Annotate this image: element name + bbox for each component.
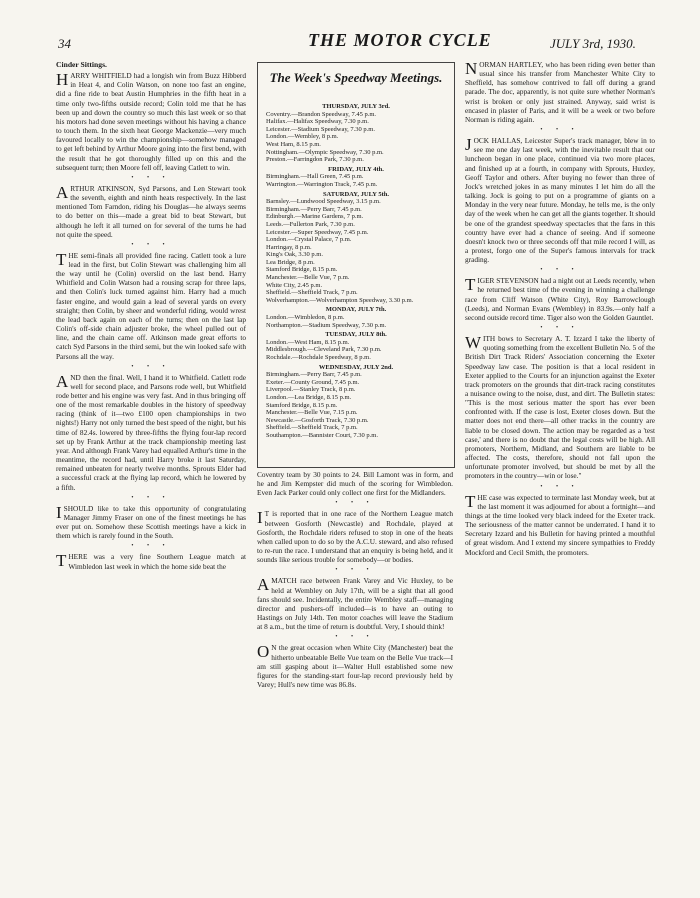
schedule-entry: Lea Bridge, 8 p.m. [266, 258, 315, 266]
schedule-entry: Preston.—Farringdon Park, 7.30 p.m. [266, 156, 364, 164]
section-divider: • • • [335, 634, 375, 641]
schedule-entry: Leeds.—Fullerton Park, 7.30 p.m. [266, 220, 355, 228]
drop-capital: I [257, 508, 263, 528]
article-paragraph: HARRY WHITFIELD had a longish win from Buzz Hibberd in Heat 4, and Colin Watson, on none too fast an engine, did a fine ride to beat Austin Humphries in the fifth heat in a time only two-fifths outside record; Colin told me that he has been up and down the country so much this last week or so that his motors had done seven meetings without his having a chance to touch them. In the sixth heat George Mackenzie—very much favoured locally to win the championship—somehow managed to get left behind by Arthur Moore going into the first bend, with the result that he got thoroughly filled up on this and the subsequent turn; then Moore fell off, leaving Catlett to win. [56, 70, 246, 172]
article-paragraph: JOCK HALLAS, Leicester Super's track manager, blew in to see me one day last week, with the inevitable result that our luncheon began in one place, continued via two more places, and finished up at a fourth, in company with Sprouts, Huxley, Geoff Taylor and others. After buying no fewer than three of Jock's wretched jokes in as many minutes I let him do all the talking. Jock is going to put on a programme of giants on a Monday in the very near future. Monday, he tells me, is the only day of the week when he can get all the giants together. It should be one of the grandest speedway spectacles that the fans in this country have ever had a chance of seeing. And if someone doesn't knock two or three seconds off that mile record I will, as a protest, forgo one of the Super's famous intervals for track grading. [465, 135, 655, 265]
article-paragraph: WITH bows to Secretary A. T. Izzard I take the liberty of quoting something from the excellent Bulletin No. 5 of the British Dirt Track Riders' Association concerning the Exeter Speedway law case. The position is that a local resident in Exeter applied to the Courts for an injunction against the Exeter track promoters on the grounds that dirt-track racing constitutes a nuisance owing to the noise, dust, and dirt. The Bulletin states: "This is the most serious matter the sport has ever been confronted with. If the case is lost, Exeter closes down. But the matter does not end there—all other tracks in the country are liable to be closed down. The action may be regarded as a 'test case,' and there is no doubt that the legal costs will be high. All promoters, Northern, Midland, and Southern are liable to be affected. The costs, therefore, should not fall upon the unfortunate promoter involved, but should be met by all the promoters in the country—win or lose." [465, 333, 655, 481]
section-divider: • • • [335, 567, 375, 574]
article-paragraph: AND then the final. Well, I hand it to Whitfield. Catlett rode well for second place, and Parsons rode well, but Whitfield rode better and his engine was very fast. And in thus bringing off one of the most remarkable doubles in the history of speedway racing (think of it—two £100 open championships in two nights!) Harry not only turned the best speed of the night, but his time of 82.4s. lowered by three-fifths the flying four-lap record set up by Frank Arthur at the track championship meeting last year. And although Frank Varey had equalled Arthur's time in the meantime, the record had, until Harry broke it last Saturday, remained unbeaten for nearly twelve months. Sprouts Elder had a successful crack at the flying lap record, which he lowered by a fifth. [56, 371, 246, 492]
section-divider: • • • [540, 483, 580, 490]
schedule-entry: Exeter.—County Ground, 7.45 p.m. [266, 378, 360, 386]
schedule-entry: Harringay, 8 p.m. [266, 243, 312, 251]
drop-capital: T [465, 275, 476, 295]
schedule-entry: Rochdale.—Rochdale Speedway, 8 p.m. [266, 354, 371, 361]
schedule-entry: Nottingham.—Olympic Speedway, 7.30 p.m. [266, 148, 384, 156]
section-divider: • • • [540, 127, 580, 134]
schedule-day-heading: MONDAY, JULY 7th. [325, 306, 387, 314]
drop-capital: A [56, 182, 69, 202]
schedule-day-heading: SATURDAY, JULY 5th. [322, 190, 390, 198]
schedule-entry: Edinburgh.—Marine Gardens, 7 p.m. [266, 213, 364, 221]
schedule-entry: London.—West Ham, 8.15 p.m. [266, 338, 350, 346]
drop-capital: A [56, 371, 69, 391]
schedule-entry: Leicester.—Stadium Speedway, 7.30 p.m. [266, 125, 375, 133]
schedule-entry: London.—Wimbledon, 8 p.m. [266, 314, 345, 322]
drop-capital: T [56, 249, 67, 269]
schedule-day-heading: FRIDAY, JULY 4th. [328, 165, 384, 173]
schedule-day-heading: THURSDAY, JULY 3rd. [322, 103, 390, 110]
section-divider: • • • [131, 494, 171, 501]
schedule-entry: Coventry.—Brandon Speedway, 7.45 p.m. [266, 110, 377, 118]
schedule-entry: Middlesbrough.—Cleveland Park, 7.30 p.m. [266, 346, 382, 354]
article-paragraph: NORMAN HARTLEY, who has been riding even better than usual since his transfer from Manchester White City to Sheffield, has somehow contrived to fall off during a grand parade. The doc, apparently, is not quite sure whether Norman's wrist is broken or only just strained. Anyway, said wrist is encased in plaster of Paris, and it will be a week or two before Norman is riding again. [465, 60, 655, 124]
article-paragraph: THE semi-finals all provided fine racing. Catlett took a lure lead in the first, but Colin Stewart was challenging him all the way until he (Colin) overslid on the last bend. Harry Whitfield and Colin Watson had a rousing scrap for three laps, and then Colin's luck turned against him. Harry had a much faster engine, and would gain a lead of several yards on every straight; then Colin, by sheer and wonderful riding, would wrest the lead back again on each of the turns; then on the last lap Colin's off-side chain adjuster broke, the wheel pulled out of line, and the chain came off. Atkinson made great efforts to catch Syd Parsons in the third semi, but the win looked safe with Parsons all the way. [56, 249, 246, 361]
section-divider: • • • [131, 174, 171, 181]
schedule-entry: Birmingham.—Perry Barr, 7.45 p.m. [266, 371, 362, 379]
schedule-entry: London.—Wembley, 8 p.m. [266, 133, 339, 141]
column-left [56, 60, 246, 868]
schedule-entry: West Ham, 8.15 p.m. [266, 140, 321, 148]
schedule-entry: Birmingham.—Hall Green, 7.45 p.m. [266, 173, 364, 181]
schedule-entry: Leicester.—Super Speedway, 7.45 p.m. [266, 228, 369, 236]
schedule-day-heading: WEDNESDAY, JULY 2nd. [318, 363, 394, 371]
section-heading: Cinder Sittings. [56, 60, 107, 69]
schedule-entry: Halifax.—Halifax Speedway, 7.30 p.m. [266, 118, 369, 126]
article-paragraph: I T is reported that in one race of the Northern League match between Gosforth (Newcastle) and Rochdale, played at Gosforth, the Rochdale riders refused to stop in one of the heats when called upon to do so by the A.C.U. steward, and also refused to re-run the race. I understand that an enquiry is being held, and it sounds like serious trouble for somebody—or bodies. [257, 508, 453, 565]
section-divider: • • • [540, 267, 580, 274]
section-divider: • • • [131, 543, 171, 550]
drop-capital: W [465, 333, 482, 353]
speedway-meetings-box [257, 62, 455, 468]
page-number: 34 [58, 36, 71, 51]
drop-capital: I [56, 502, 62, 522]
column-middle [257, 470, 453, 868]
schedule-entry: Barnsley.—Lundwood Speedway, 3.15 p.m. [266, 198, 381, 206]
box-schedule [266, 101, 446, 440]
drop-capital: T [56, 551, 67, 571]
schedule-entry: Stamford Bridge, 8.15 p.m. [266, 266, 338, 274]
column-right [465, 60, 655, 868]
drop-capital: T [465, 491, 476, 511]
article-paragraph: I SHOULD like to take this opportunity of congratulating Manager Jimmy Fraser on one of the finest meetings he has ever put on. Somehow these Scottish meetings have a kick in them which is rarely found in the South. [56, 502, 246, 541]
magazine-title: THE MOTOR CYCLE [308, 30, 492, 50]
section-divider: • • • [335, 500, 375, 507]
section-divider: • • • [131, 363, 171, 370]
schedule-day-heading: TUESDAY, JULY 8th. [325, 331, 387, 339]
article-paragraph: Coventry team by 30 points to 24. Bill Lamont was in form, and he and Jim Kempster did much of the scoring for Wimbledon. Even Jack Parker could only collect one first for the Midlanders. [257, 470, 453, 498]
schedule-entry: Sheffield.—Sheffield Track, 7 p.m. [266, 289, 358, 297]
issue-date: JULY 3rd, 1930. [550, 36, 636, 51]
schedule-entry: White City, 2.45 p.m. [266, 281, 323, 289]
article-paragraph: THERE was a very fine Southern League match at Wimbledon last week in which the home side beat the [56, 551, 246, 571]
schedule-entry: Sheffield.—Sheffield Track, 7 p.m. [266, 424, 358, 432]
schedule-entry: Wolverhampton.—Wolverhampton Speedway, 3.30 p.m. [266, 296, 414, 304]
schedule-entry: Birmingham.—Perry Barr, 7.45 p.m. [266, 205, 362, 213]
drop-capital: O [257, 642, 270, 662]
schedule-entry: Liverpool.—Stanley Track, 8 p.m. [266, 386, 356, 394]
article-paragraph: TIGER STEVENSON had a night out at Leeds recently, when he returned best time of the evening in winning a challenge race from Cliff Watson (White City), Roy Barrowclough (Leeds), and Norman Evans (Wembley) in 83.9s.—only half a second outside record time. Tiger also won the Golden Gauntlet. [465, 275, 655, 322]
drop-capital: H [56, 70, 69, 90]
schedule-entry: Manchester.—Belle Vue, 7.15 p.m. [266, 409, 358, 417]
article-paragraph: THE case was expected to terminate last Monday week, but at the last moment it was adjourned for about a fortnight—and things at the time looked very black indeed for the Exeter track. The seriousness of the matter cannot be underrated. I hand it to Secretary Izzard and his Bulletin for having printed a mouthful of great wisdom. And I extend my sincere sympathies to Freddy Mockford and Cecil Smith, the promoters. [465, 491, 655, 557]
schedule-entry: London.—Crystal Palace, 7 p.m. [266, 236, 352, 244]
article-paragraph: O N the great occasion when White City (Manchester) beat the hitherto unbeatable Belle Vue team on the Belle Vue track—I am still gasping about it—Walter Hull established some new figures for the standing-start four-lap record previously held by Varey; Hull's new time was 86.8s. [257, 642, 453, 689]
drop-capital: A [257, 575, 270, 595]
schedule-entry: King's Oak, 3.30 p.m. [266, 251, 323, 259]
box-title: The Week's Speedway Meetings. [269, 70, 443, 85]
schedule-entry: London.—Lea Bridge, 8.15 p.m. [266, 393, 352, 401]
schedule-entry: Northampton.—Stadium Speedway, 7.30 p.m. [266, 321, 387, 329]
article-paragraph: ARTHUR ATKINSON, Syd Parsons, and Len Stewart took the seventh, eighth and ninth heats respectively. In the last mentioned Tom Farndon, riding his Douglas—he always seems to do better on this—made a great bid to beat Stewart, but although he left it all turned on for several of the turns he had not quite the speed. [56, 182, 246, 239]
schedule-entry: Stamford Bridge, 8.15 p.m. [266, 401, 338, 409]
article-paragraph: A MATCH race between Frank Varey and Vic Huxley, to be held at Wembley on July 17th, will be a sight that all good fans should see. Incidentally, the entire Wembley staff—managing director and pushers-off included—is to have an outing to Hastings on July 14th. Ten motor coaches will leave the Stadium at 8 a.m., but the time of return is doubtful. Very, I should think! [257, 575, 453, 632]
section-divider: • • • [540, 325, 580, 332]
schedule-entry: Southampton.—Bannister Court, 7.30 p.m. [266, 431, 378, 439]
drop-capital: J [465, 135, 472, 155]
schedule-entry: Manchester.—Belle Vue, 7 p.m. [266, 274, 350, 282]
drop-capital: N [465, 60, 478, 78]
section-divider: • • • [131, 241, 171, 248]
schedule-entry: Warrington.—Warrington Track, 7.45 p.m. [266, 180, 378, 188]
schedule-entry: Newcastle.—Gosforth Track, 7.30 p.m. [266, 416, 369, 424]
